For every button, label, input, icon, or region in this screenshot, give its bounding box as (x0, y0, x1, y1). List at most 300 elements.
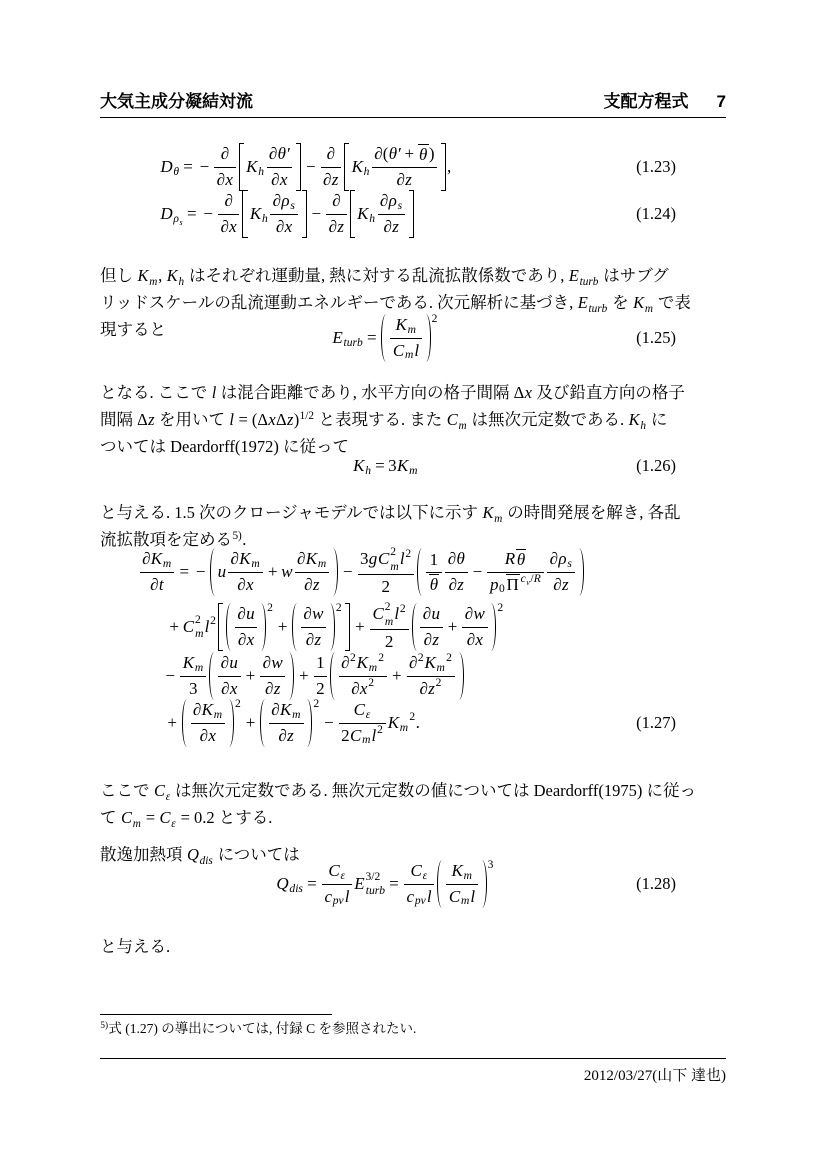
math-variable: u (229, 653, 238, 673)
math-symbol: ∂ (275, 216, 285, 236)
fraction-numerator (218, 652, 240, 674)
math-symbol: = ( (234, 409, 258, 429)
equation-math (162, 652, 465, 699)
math-symbol: 2 (313, 696, 320, 710)
math-variable: z (337, 216, 344, 236)
fraction-bar (214, 167, 235, 168)
text-run: は混合距離であり, 水平方向の格子間隔 (216, 382, 514, 402)
math-fraction (547, 548, 575, 595)
math-symbol: 3 (188, 678, 198, 698)
fraction-bar (446, 884, 478, 885)
math-variable: R (533, 572, 541, 585)
fraction-bar (270, 214, 298, 215)
math-variable: w (312, 604, 324, 624)
math-superscript (368, 677, 374, 689)
fraction-numerator (370, 601, 409, 628)
text-run: 散逸加熱項 (100, 844, 187, 864)
fraction-bar (269, 723, 304, 724)
fraction-denominator (214, 169, 235, 191)
math-variable: m (149, 275, 158, 288)
math-variable: Q (186, 844, 199, 864)
open-delimiter (412, 603, 417, 650)
math-variable: dis (289, 881, 303, 895)
close-delimiter (333, 548, 338, 595)
text-run: , (158, 265, 167, 285)
math-subscript (292, 709, 301, 721)
math-subscript (405, 349, 414, 361)
math-variable: turb (343, 335, 363, 349)
math-variable: K (246, 156, 258, 176)
math-superscript (378, 652, 384, 664)
math-variable: x (246, 629, 255, 649)
math-fraction (445, 548, 467, 595)
math-variable: m (409, 463, 418, 477)
text-run: は無次元定数である. 無次元定数の値については Deardorff(1975) に従っ (170, 780, 696, 800)
math-fraction (462, 603, 487, 650)
math-variable: turb (588, 302, 608, 315)
math-variable: θ (173, 164, 180, 178)
fraction-denominator (446, 886, 478, 908)
page-header (100, 80, 726, 118)
text-run: については (213, 844, 300, 864)
math-variable: C (328, 861, 340, 881)
math-sup-part (366, 871, 381, 883)
math-symbol: = 0.2 (176, 807, 215, 827)
math-group-exponent (235, 698, 241, 710)
footnote-text (100, 1020, 726, 1039)
math-symbol: 5) (100, 1020, 108, 1031)
math-variable: ε (165, 790, 171, 803)
text-run: ここで (100, 780, 154, 800)
math-variable: K (353, 455, 365, 475)
text-run: 及び鉛直方向の格子 (532, 382, 685, 402)
math-subscript (340, 870, 345, 882)
math-variable: l (394, 604, 400, 624)
math-subscript (567, 558, 572, 570)
math-fraction (487, 548, 544, 595)
math-variable: ρ (558, 549, 567, 569)
math-symbol: 2 (267, 600, 273, 614)
equation-1-28 (100, 856, 726, 912)
text-run: と与える. (100, 936, 171, 956)
math-symbol: Δ (276, 409, 287, 429)
math-variable: K (396, 455, 409, 475)
text-run: 流拡散項を定める (100, 529, 232, 549)
fraction-denominator (487, 574, 544, 596)
math-symbol: 1 (316, 653, 325, 673)
math-variable: m (362, 733, 371, 747)
equation-math (160, 143, 451, 190)
text-run: を (608, 292, 633, 312)
math-subscript (343, 337, 363, 349)
math-subscript (166, 791, 171, 803)
text-run: 間隔 (100, 409, 138, 429)
math-variable: R (504, 549, 516, 569)
math-symbol: Δ (257, 409, 269, 429)
header-right (604, 87, 726, 112)
math-variable: θ (418, 145, 428, 165)
paragraph-4 (100, 777, 740, 831)
math-variable: ρ (388, 191, 397, 211)
math-variable: θ (456, 549, 465, 569)
fraction-bar (445, 572, 467, 573)
math-symbol: 2 (377, 723, 383, 736)
text-run: 現すると (100, 319, 166, 339)
math-subscript (362, 734, 371, 746)
equation-number: (1.24) (636, 204, 676, 223)
math-symbol: ∂ (423, 629, 433, 649)
math-fraction (260, 652, 285, 699)
close-delimiter (330, 603, 335, 650)
equation-math (160, 190, 415, 237)
math-variable: m (194, 661, 204, 675)
header-section-title: 支配方程式 (603, 92, 689, 111)
math-group-exponent (488, 859, 494, 871)
equation-1-27-line-1 (100, 543, 726, 601)
math-variable: C (159, 807, 171, 827)
fraction-denominator (273, 216, 294, 238)
fraction-numerator (393, 314, 419, 336)
math-symbol: ∂ (262, 653, 272, 673)
fraction-denominator (197, 725, 218, 747)
fraction-numerator (502, 548, 529, 570)
math-variable: m (463, 869, 472, 883)
close-delimiter (345, 603, 350, 650)
fraction-denominator (276, 725, 296, 747)
math-variable: m (162, 557, 172, 571)
open-delimiter (437, 860, 442, 907)
math-fraction (407, 652, 455, 699)
math-subscript (333, 895, 344, 907)
fraction-numerator (180, 652, 206, 674)
math-symbol: − (203, 203, 213, 223)
math-subscript (409, 465, 418, 477)
math-fraction (214, 143, 235, 190)
math-variable: θ (429, 575, 439, 595)
math-symbol: 2 (194, 612, 201, 626)
math-subscript (251, 558, 260, 570)
math-superscript (446, 652, 452, 664)
math-variable: θ′ (277, 144, 290, 164)
math-symbol: ∂ (278, 725, 287, 745)
math-delimited-group (182, 696, 241, 746)
fraction-denominator (551, 574, 571, 596)
equation-1-25 (100, 311, 726, 365)
equation-1-26 (100, 448, 726, 484)
math-fraction (314, 652, 327, 699)
math-fraction (270, 190, 298, 237)
open-delimiter (292, 603, 297, 650)
open-delimiter (344, 143, 349, 190)
math-variable: x (208, 725, 216, 745)
math-symbol: − (472, 561, 483, 581)
math-delimited-group (226, 600, 273, 650)
math-subscript (640, 420, 646, 432)
math-variable: K (351, 156, 363, 176)
math-superscript (436, 677, 442, 689)
math-symbol: 3/2 (365, 869, 381, 883)
math-fraction (191, 699, 226, 746)
math-superscript (210, 615, 216, 627)
math-symbol: 2 (368, 676, 375, 689)
math-delimited-group (239, 143, 302, 190)
math-variable: K (482, 502, 494, 522)
math-subscript (368, 662, 377, 674)
math-variable: z (392, 216, 399, 236)
math-symbol: ∂ (351, 678, 360, 698)
math-variable: u (217, 561, 227, 581)
math-symbol: = (141, 807, 160, 827)
math-symbol: + (277, 616, 288, 636)
math-symbol: = (375, 455, 385, 475)
math-symbol: ∂ (326, 144, 336, 164)
math-symbol: 2 (335, 600, 342, 614)
math-variable: m (458, 419, 467, 432)
fraction-numerator (222, 190, 235, 212)
math-variable: E (577, 292, 588, 312)
math-symbol: + (299, 665, 309, 685)
math-variable: D (160, 203, 173, 223)
math-fraction (269, 699, 304, 746)
math-variable: c (406, 886, 415, 906)
fraction-denominator (390, 340, 422, 362)
math-symbol: ∂( (374, 144, 389, 164)
math-fraction (321, 143, 341, 190)
math-symbol: , (447, 156, 452, 176)
math-variable: m (436, 661, 445, 675)
fraction-bar (314, 676, 327, 677)
math-symbol: ∂ (221, 678, 230, 698)
math-symbol: Π (506, 575, 519, 595)
math-variable: K (628, 409, 640, 429)
close-delimiter (302, 190, 307, 237)
fraction-bar (339, 676, 387, 677)
math-variable: K (633, 292, 645, 312)
math-variable: K (249, 203, 262, 223)
math-delimited-group (242, 190, 306, 237)
fraction-bar (326, 214, 346, 215)
math-variable: t (158, 574, 164, 594)
math-group-exponent (432, 313, 438, 325)
fraction-denominator (303, 629, 323, 651)
math-variable: K (239, 549, 251, 569)
math-variable: m (195, 627, 204, 641)
math-variable: m (644, 302, 653, 315)
math-subsup (390, 546, 399, 573)
math-group-exponent (313, 698, 319, 710)
fraction-numerator (260, 652, 285, 674)
text-run: て (100, 807, 121, 827)
fraction-numerator (228, 548, 263, 570)
fraction-numerator (270, 190, 298, 212)
math-superscript (232, 530, 241, 542)
math-symbol: 2 (399, 601, 406, 615)
math-subscript (463, 870, 472, 882)
math-sub-part (385, 616, 394, 628)
math-variable: l (470, 886, 476, 906)
math-variable: K (451, 861, 463, 881)
math-symbol: ∂ (409, 653, 418, 673)
equation-math (276, 857, 495, 908)
math-subscript (579, 276, 598, 288)
math-variable: x (475, 629, 483, 649)
math-subscript (415, 895, 426, 907)
footnote (100, 1014, 726, 1039)
math-symbol: − (342, 561, 353, 581)
math-subscript (163, 558, 172, 570)
math-delimited-group (412, 600, 504, 650)
math-variable: C (392, 340, 405, 360)
fraction-denominator (302, 574, 322, 596)
math-variable: s (567, 557, 572, 571)
fraction-denominator (394, 169, 414, 191)
math-variable: s (290, 199, 295, 213)
math-symbol: + (169, 616, 179, 636)
open-delimiter (182, 699, 187, 746)
math-variable: dis (199, 854, 213, 867)
math-variable: K (356, 653, 368, 673)
math-variable: m (213, 708, 223, 722)
math-variable: v (526, 577, 530, 587)
fraction-bar (180, 676, 206, 677)
math-variable: z (286, 409, 294, 429)
fraction-numerator (408, 860, 431, 882)
math-variable: l (371, 725, 377, 745)
fraction-numerator (330, 190, 343, 212)
math-variable: l (426, 886, 432, 906)
math-delimited-group (437, 857, 494, 908)
fraction-denominator (235, 574, 256, 596)
fraction-denominator (446, 574, 466, 596)
math-symbol: ∂ (268, 144, 278, 164)
math-symbol: ∂ (150, 574, 159, 594)
fraction-bar (218, 214, 239, 215)
math-fraction (235, 603, 257, 650)
math-variable: h (640, 419, 646, 432)
math-variable: l (229, 409, 234, 429)
math-subscript (289, 883, 303, 895)
math-fraction (267, 143, 293, 190)
fraction-numerator (301, 603, 326, 625)
text-run: はそれぞれ運動量, 熱に対する乱流拡散係数であり, (184, 265, 569, 285)
math-variable: C (377, 549, 390, 569)
math-variable: K (387, 712, 400, 732)
fraction-bar (372, 167, 437, 168)
math-variable: h (369, 211, 376, 225)
fraction-numerator (351, 699, 374, 721)
fraction-denominator (426, 574, 442, 595)
fraction-bar (322, 884, 352, 885)
math-subscript (397, 200, 402, 212)
math-symbol: 0 (499, 582, 505, 596)
math-symbol: ∂ (230, 549, 239, 569)
math-symbol: Δ (513, 382, 525, 402)
math-variable: m (292, 708, 301, 722)
close-delimiter (229, 699, 234, 746)
math-symbol: ∂ (341, 653, 350, 673)
math-variable: z (405, 169, 412, 189)
math-variable: E (568, 265, 579, 285)
fraction-denominator (269, 169, 290, 191)
math-symbol: ∂ (466, 629, 476, 649)
math-variable: z (432, 629, 440, 649)
text-run: の時間発展を解き, 各乱 (503, 502, 681, 522)
math-variable: C (349, 725, 362, 745)
fraction-bar (301, 627, 326, 628)
math-fraction (378, 190, 406, 237)
fraction-numerator (449, 860, 475, 882)
math-fraction (358, 546, 414, 598)
math-variable: C (446, 409, 458, 429)
math-variable: m (404, 348, 414, 362)
open-delimiter (330, 652, 335, 699)
math-variable: m (460, 894, 470, 908)
open-delimiter (226, 603, 231, 650)
equation-1-24 (100, 190, 726, 238)
math-symbol: ∂ (224, 191, 233, 211)
math-subscript (290, 200, 295, 212)
math-variable: z (312, 574, 320, 594)
math-symbol: = (183, 156, 193, 176)
math-symbol: + (245, 712, 256, 732)
equation-math (166, 601, 505, 653)
text-run: となる. ここで (100, 382, 212, 402)
math-variable: h (363, 164, 370, 178)
math-variable: ε (422, 869, 428, 883)
math-subsup (385, 601, 394, 628)
math-subscript (369, 213, 375, 225)
math-fraction (420, 603, 442, 650)
math-symbol: ) (428, 144, 435, 164)
math-variable: Q (276, 873, 289, 893)
math-fraction (326, 190, 346, 237)
math-symbol: − (305, 156, 316, 176)
open-delimiter (242, 190, 247, 237)
math-variable: m (399, 720, 409, 734)
math-sub-part (195, 628, 204, 640)
math-symbol: ∂ (422, 604, 432, 624)
math-variable: x (245, 574, 254, 594)
math-symbol: + (267, 561, 278, 581)
math-variable: l (344, 886, 350, 906)
math-symbol: Δ (137, 409, 148, 429)
math-symbol: ∂ (447, 549, 457, 569)
fraction-numerator (326, 860, 349, 882)
math-symbol: ∂ (304, 574, 313, 594)
equation-number: (1.28) (636, 874, 676, 893)
fraction-numerator (269, 699, 304, 721)
open-delimiter (350, 190, 355, 237)
open-delimiter (210, 548, 215, 595)
math-variable: m (368, 661, 378, 675)
math-variable: K (280, 700, 292, 720)
math-variable: C (372, 604, 384, 624)
math-variable: h (262, 211, 268, 225)
math-symbol: + (245, 665, 256, 685)
math-symbol: ∂ (464, 604, 474, 624)
math-symbol: 3 (388, 455, 397, 475)
math-symbol: = (307, 873, 317, 893)
fraction-bar (295, 572, 330, 573)
math-group-exponent (336, 602, 342, 614)
math-fraction (218, 652, 240, 699)
math-superscript (100, 1020, 108, 1030)
math-symbol: 2 (384, 631, 394, 651)
math-subscript (458, 420, 467, 432)
math-subscript (173, 166, 179, 178)
page-number: 7 (716, 92, 726, 111)
equation-1-27-line-2 (100, 599, 726, 655)
